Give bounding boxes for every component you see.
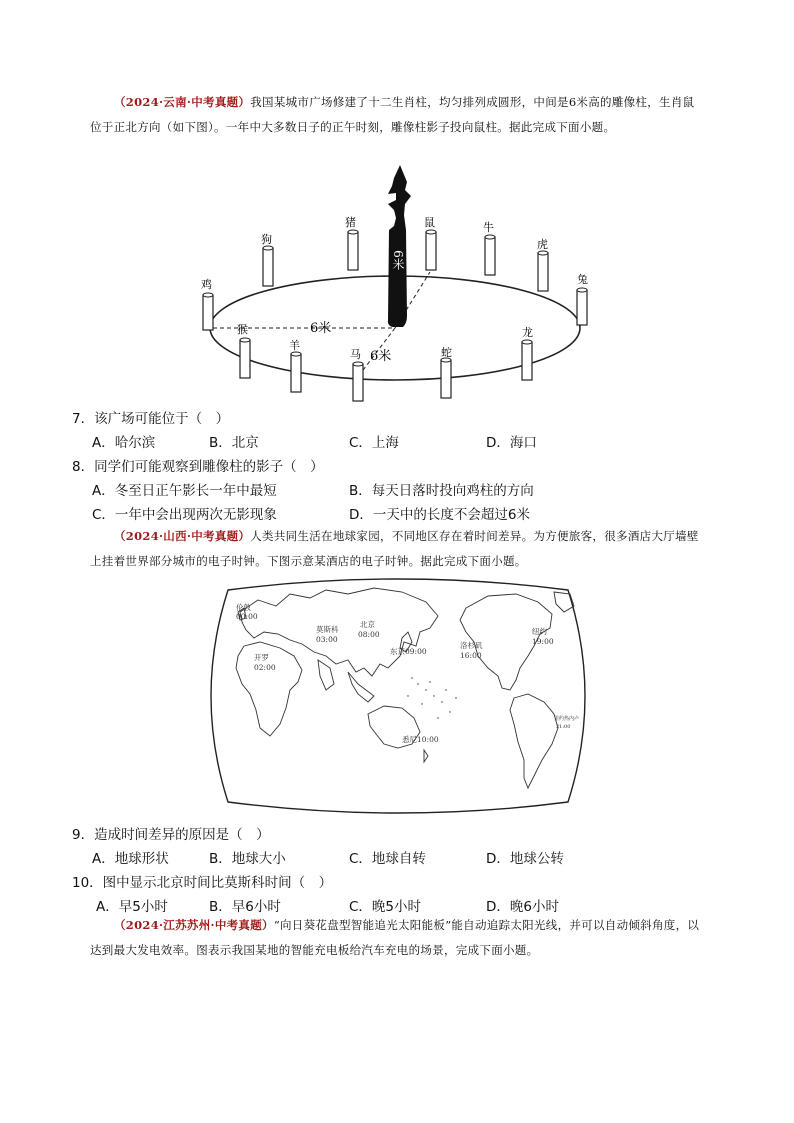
pillar-pig — [348, 230, 358, 270]
q10-option-a[interactable]: A．早5小时 — [96, 899, 168, 915]
label-goat: 羊 — [289, 339, 300, 352]
q7-option-d[interactable]: D．海口 — [486, 435, 537, 451]
radius-label-bottom: 6米 — [370, 349, 392, 364]
group3-intro — [90, 913, 705, 963]
pillar-dragon — [522, 340, 532, 380]
q8-stem: 8．同学们可能观察到雕像柱的影子（ ） — [72, 459, 324, 475]
zodiac-plaza-figure — [195, 160, 605, 405]
label-rat: 鼠 — [424, 216, 435, 229]
city-moscow-time: 03:00 — [316, 635, 338, 644]
city-newyork-name: 纽约 — [532, 627, 547, 636]
pillar-ox — [485, 235, 495, 275]
city-london-time: 00:00 — [236, 612, 258, 621]
city-losangeles-time: 16:00 — [460, 651, 482, 660]
label-pig: 猪 — [345, 216, 356, 229]
label-dog: 狗 — [261, 233, 272, 246]
world-clock-map — [198, 572, 598, 820]
q9-option-d[interactable]: D．地球公转 — [486, 851, 564, 867]
q8-option-b[interactable]: B．每天日落时投向鸡柱的方向 — [349, 483, 534, 499]
label-rabbit: 兔 — [577, 273, 588, 286]
city-moscow-name: 莫斯科 — [316, 625, 339, 634]
pillar-monkey — [240, 338, 250, 378]
label-dragon: 龙 — [522, 326, 533, 339]
group3-source: （2024·江苏苏州·中考真题） — [114, 918, 274, 932]
city-cairo-name: 开罗 — [254, 653, 269, 662]
q10-option-d[interactable]: D．晚6小时 — [486, 899, 559, 915]
pillar-rat — [426, 230, 436, 270]
city-beijing-name: 北京 — [360, 620, 375, 629]
statue-pillar — [388, 165, 411, 327]
group2-source: （2024·山西·中考真题） — [114, 529, 251, 543]
pillar-goat — [291, 352, 301, 392]
group1-source: （2024·云南·中考真题） — [114, 95, 251, 109]
q8-option-d[interactable]: D．一天中的长度不会超过6米 — [349, 507, 530, 523]
label-snake: 蛇 — [441, 346, 452, 359]
label-horse: 马 — [350, 348, 361, 361]
q10-stem: 10．图中显示北京时间比莫斯科时间（ ） — [72, 875, 333, 891]
city-tokyo: 东京09:00 — [390, 647, 427, 656]
city-cairo-time: 02:00 — [254, 663, 276, 672]
q10-option-b[interactable]: B．早6小时 — [209, 899, 281, 915]
q9-option-b[interactable]: B．地球大小 — [209, 851, 286, 867]
pillar-rabbit — [577, 288, 587, 325]
height-label: 6米 — [391, 250, 405, 270]
city-newyork-time: 19:00 — [532, 637, 554, 646]
group1-text: 我国某城市广场修建了十二生肖柱，均匀排列成圆形，中间是6米高的雕像柱，生肖鼠位于正北方向（如下图）。一年中大多数日子的正午时刻，雕像柱影子投向鼠柱。据此完成下面小题。 — [90, 95, 695, 134]
label-rooster: 鸡 — [201, 278, 212, 291]
city-london-name: 伦敦 — [236, 603, 251, 612]
pillar-tiger — [538, 251, 548, 291]
city-rio-time: 21:00 — [556, 724, 571, 730]
q7-stem: 7．该广场可能位于（ ） — [72, 411, 230, 427]
q7-option-a[interactable]: A．哈尔滨 — [92, 435, 156, 451]
pillar-horse — [353, 362, 363, 401]
q8-option-a[interactable]: A．冬至日正午影长一年中最短 — [92, 483, 277, 499]
q10-option-c[interactable]: C．晚5小时 — [349, 899, 422, 915]
q7-option-c[interactable]: C．上海 — [349, 435, 399, 451]
city-rio-name: 里约热内卢 — [554, 716, 580, 722]
q9-stem: 9．造成时间差异的原因是（ ） — [72, 827, 270, 843]
label-ox: 牛 — [483, 221, 494, 234]
group2-intro — [90, 524, 705, 574]
pillar-rooster — [203, 293, 213, 330]
group1-intro — [90, 90, 705, 140]
city-sydney: 悉尼10:00 — [402, 735, 439, 744]
label-monkey: 猴 — [237, 323, 248, 336]
q9-option-a[interactable]: A．地球形状 — [92, 851, 169, 867]
city-losangeles-name: 洛杉矶 — [460, 641, 483, 650]
label-tiger: 虎 — [537, 238, 548, 251]
group3-text: “向日葵花盘型智能追光太阳能板”能自动追踪太阳光线，并可以自动倾斜角度，以达到最大发电效率。图表示我国某地的智能充电板给汽车充电的场景，完成下面小题。 — [90, 918, 700, 957]
pillar-snake — [441, 358, 451, 398]
group2-text: 人类共同生活在地球家园，不同地区存在着时间差异。为方便旅客，很多酒店大厅墙壁上挂着世界部分城市的电子时钟。下图示意某酒店的电子时钟。据此完成下面小题。 — [90, 529, 699, 568]
q7-option-b[interactable]: B．北京 — [209, 435, 259, 451]
q8-option-c[interactable]: C．一年中会出现两次无影现象 — [92, 507, 277, 523]
radius-label-left: 6米 — [310, 321, 332, 336]
q9-option-c[interactable]: C．地球自转 — [349, 851, 426, 867]
map-border — [211, 579, 585, 813]
city-beijing-time: 08:00 — [358, 630, 380, 639]
pillar-dog — [263, 246, 273, 286]
